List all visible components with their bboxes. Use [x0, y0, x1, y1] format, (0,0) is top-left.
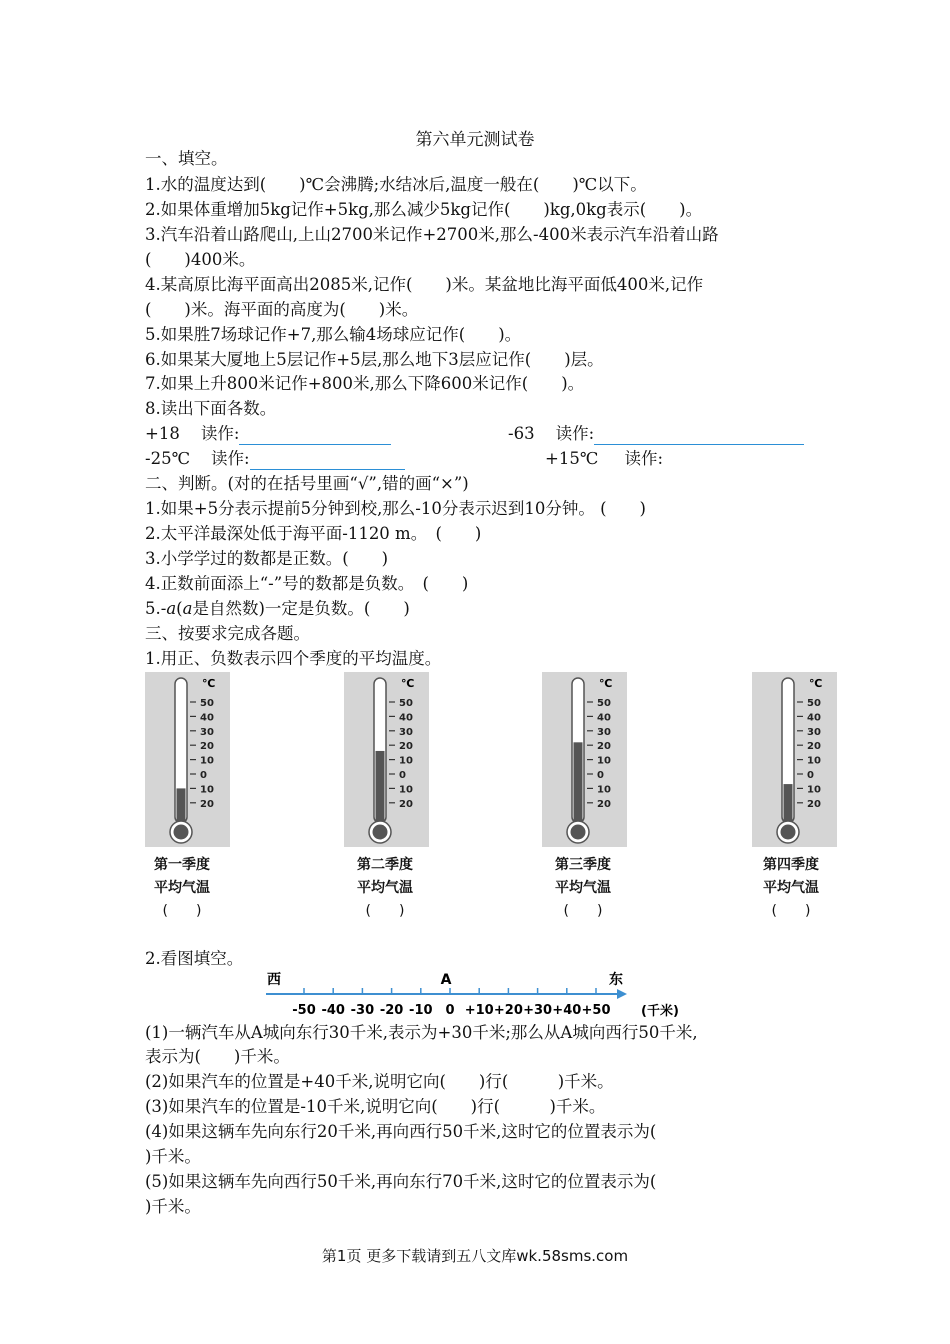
s1-q5: 5.如果胜7场球记作+7,那么输4场球应记作( )。 [145, 325, 522, 344]
answer-line[interactable] [250, 451, 405, 470]
number-line-tick-label: +20 [493, 1003, 523, 1018]
tick-label: 50 [807, 698, 821, 709]
s3-q2: 2.看图填空。 [145, 949, 244, 968]
thermometer-bulb [373, 825, 388, 840]
mercury-column [376, 751, 385, 822]
tick-label: 30 [807, 726, 821, 738]
thermometer-bulb [781, 825, 796, 840]
number-line-tick-label: +50 [581, 1003, 611, 1018]
east-label: 东 [609, 972, 623, 988]
thermometer-q4 [752, 672, 837, 847]
unit-label: ℃ [202, 677, 216, 690]
section-1-heading: 一、填空。 [145, 149, 228, 168]
unit-label: ℃ [599, 677, 613, 690]
page-footer: 第1页 更多下载请到五八文库wk.58sms.com [321, 1247, 629, 1265]
unit-label: ℃ [401, 677, 415, 690]
tick-label: 50 [200, 698, 214, 709]
s2-q4: 4.正数前面添上“-”号的数都是负数。 ( ) [145, 574, 469, 593]
tick-label: 10 [597, 784, 611, 796]
tick-label: 0 [597, 770, 604, 781]
reading-label: 读作: [211, 449, 250, 468]
s3-p1b: 表示为( )千米。 [145, 1047, 290, 1066]
tick-label: 40 [200, 712, 214, 724]
tick-label: 20 [200, 741, 214, 753]
s3-p2: (2)如果汽车的位置是+40千米,说明它向( )行( )千米。 [145, 1072, 614, 1091]
tick-label: 30 [200, 726, 214, 738]
number-line-tick-label: +40 [552, 1003, 582, 1018]
s3-p5a: (5)如果这辆车先向西行50千米,再向东行70千米,这时它的位置表示为( [145, 1172, 657, 1191]
number-line-tick-label: +10 [464, 1003, 494, 1018]
reading-number: +15℃ [545, 449, 599, 468]
reading-row-4 [545, 448, 663, 470]
reading-label: 读作: [200, 424, 240, 443]
answer-blank[interactable]: ( ) [365, 903, 405, 919]
s3-p3: (3)如果汽车的位置是-10千米,说明它向( )行( )千米。 [145, 1097, 606, 1116]
s3-p1a: (1)一辆汽车从A城向东行30千米,表示为+30千米;那么从A城向西行50千米, [145, 1023, 698, 1042]
number-line-tick-label: -50 [292, 1003, 316, 1018]
origin-label: A [440, 972, 452, 988]
tick-label: 0 [200, 770, 207, 781]
number-line-tick-label: -40 [321, 1003, 345, 1018]
tick-label: 0 [399, 770, 406, 781]
tick-label: 40 [597, 712, 611, 724]
reading-number: +18 [145, 424, 180, 443]
s2-q3: 3.小学学过的数都是正数。( ) [145, 549, 389, 568]
s2-q5: 5.-a(a是自然数)一定是负数。( ) [145, 599, 410, 618]
number-line-tick-label: +30 [523, 1003, 553, 1018]
reading-number: -25℃ [145, 449, 191, 468]
reading-row-1 [145, 423, 391, 445]
number-line-tick-label: 0 [445, 1003, 455, 1018]
answer-line[interactable] [594, 426, 804, 445]
mercury-column [177, 788, 186, 822]
unit-label: (千米) [641, 1004, 679, 1019]
tick-label: 20 [399, 798, 413, 810]
s2-q2: 2.太平洋最深处低于海平面-1120 m。 ( ) [145, 524, 482, 543]
unit-label: ℃ [809, 677, 823, 690]
s1-q3a: 3.汽车沿着山路爬山,上山2700米记作+2700米,那么-400米表示汽车沿着山路 [145, 225, 719, 244]
answer-line[interactable] [239, 426, 391, 445]
thermometer-q2 [344, 672, 429, 847]
s1-q4b: ( )米。海平面的高度为( )米。 [145, 300, 419, 319]
number-line-tick-label: -20 [379, 1003, 404, 1018]
mercury-column [784, 784, 793, 822]
axis-arrow [617, 989, 627, 999]
section-2-heading: 二、判断。(对的在括号里画“√”,错的画“×”) [145, 474, 469, 493]
s1-q8: 8.读出下面各数。 [145, 399, 277, 418]
s1-q2: 2.如果体重增加5kg记作+5kg,那么减少5kg记作( )kg,0kg表示( )。 [145, 200, 703, 219]
section-3-heading: 三、按要求完成各题。 [145, 624, 310, 643]
tick-label: 10 [200, 784, 214, 796]
answer-blank[interactable]: ( ) [771, 903, 811, 919]
tick-label: 30 [399, 726, 413, 738]
thermometer-q3 [542, 672, 627, 847]
s1-q4a: 4.某高原比海平面高出2085米,记作( )米。某盆地比海平面低400米,记作 [145, 275, 704, 294]
west-label: 西 [267, 972, 281, 988]
tick-label: 20 [597, 798, 611, 810]
thermometer-bulb [571, 825, 586, 840]
reading-number: -63 [508, 424, 535, 443]
tick-label: 50 [597, 698, 611, 709]
page-title: 第六单元测试卷 [415, 130, 535, 150]
tick-label: 20 [597, 741, 611, 753]
reading-row-2 [508, 423, 804, 445]
thermometer-caption-q4: 第四季度 平均气温 ( ) [736, 854, 846, 923]
number-line-tick-label: -10 [409, 1003, 433, 1018]
thermometer-caption-q2: 第二季度 平均气温 ( ) [330, 854, 440, 923]
tick-label: 10 [807, 755, 821, 767]
tick-label: 20 [200, 798, 214, 810]
thermometer-caption-q3: 第三季度 平均气温 ( ) [528, 854, 638, 923]
s1-q7: 7.如果上升800米记作+800米,那么下降600米记作( )。 [145, 374, 585, 393]
tick-label: 10 [399, 755, 413, 767]
tick-label: 50 [399, 698, 413, 709]
answer-blank[interactable]: ( ) [563, 903, 603, 919]
tick-label: 30 [597, 726, 611, 738]
tick-label: 20 [399, 741, 413, 753]
s3-p5b: )千米。 [145, 1197, 201, 1216]
tick-label: 10 [807, 784, 821, 796]
tick-label: 10 [597, 755, 611, 767]
number-line [262, 966, 679, 1026]
mercury-column [574, 742, 583, 822]
s3-q1: 1.用正、负数表示四个季度的平均温度。 [145, 649, 442, 668]
thermometer-caption-q1: 第一季度 平均气温 ( ) [127, 854, 237, 923]
tick-label: 40 [807, 712, 821, 724]
reading-row-3 [145, 448, 405, 470]
s1-q3b: ( )400米。 [145, 250, 256, 269]
reading-label: 读作: [624, 449, 664, 468]
s3-p4a: (4)如果这辆车先向东行20千米,再向西行50千米,这时它的位置表示为( [145, 1122, 657, 1141]
tick-label: 10 [399, 784, 413, 796]
number-line-tick-label: -30 [350, 1003, 375, 1018]
s3-p4b: )千米。 [145, 1147, 201, 1166]
thermometer-q1 [145, 672, 230, 847]
reading-label: 读作: [555, 424, 595, 443]
s1-q6: 6.如果某大厦地上5层记作+5层,那么地下3层应记作( )层。 [145, 350, 604, 369]
thermometer-bulb [174, 825, 189, 840]
answer-blank[interactable]: ( ) [162, 903, 202, 919]
s2-q1: 1.如果+5分表示提前5分钟到校,那么-10分表示迟到10分钟。 ( ) [145, 499, 646, 518]
tick-label: 40 [399, 712, 413, 724]
tick-label: 20 [807, 741, 821, 753]
tick-label: 10 [200, 755, 214, 767]
s1-q1: 1.水的温度达到( )℃会沸腾;水结冰后,温度一般在( )℃以下。 [145, 175, 647, 194]
tick-label: 20 [807, 798, 821, 810]
tick-label: 0 [807, 770, 814, 781]
